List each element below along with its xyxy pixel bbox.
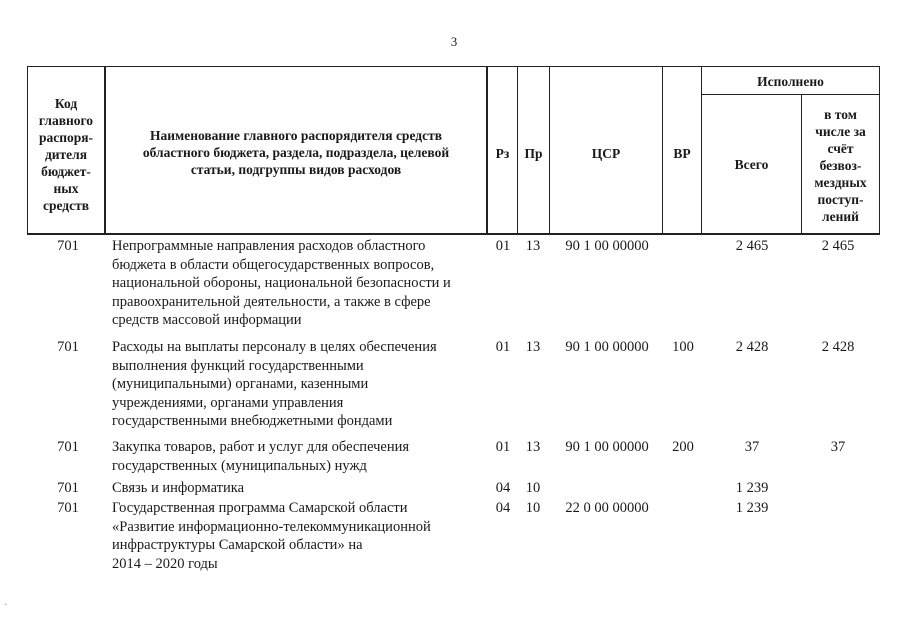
row-free: 2 465 [821, 238, 855, 254]
row-name-line: национальной обороны, национальной безопасности и [112, 275, 451, 291]
row-vr: 200 [672, 439, 694, 455]
row-total: 37 [744, 439, 760, 455]
header-name [106, 127, 486, 178]
header-code-line: распоря- [38, 130, 94, 145]
row-code: 701 [57, 480, 79, 496]
header-vr: ВР [673, 146, 691, 161]
header-free [802, 106, 879, 225]
header-executed: Исполнено [757, 74, 824, 89]
row-name-line: Государственная программа Самарской области [112, 500, 408, 516]
row-code: 701 [57, 339, 79, 355]
header-name-line: Наименование главного распорядителя средств [149, 128, 442, 143]
row-name-line: бюджета в области общегосударственных вопросов, [112, 256, 435, 273]
row-total: 2 428 [735, 339, 769, 355]
row-name-line: правоохранительной деятельности, а также в сфере [112, 293, 431, 310]
row-rz: 04 [495, 480, 511, 496]
row-name [112, 479, 482, 498]
header-code-line: средств [42, 198, 90, 213]
row-code: 701 [57, 439, 79, 455]
row-name [112, 338, 482, 431]
header-bottom-border [27, 233, 880, 235]
row-pr: 10 [525, 480, 541, 496]
row-name-line: 2014 – 2020 годы [112, 555, 218, 572]
scan-speck: · [4, 600, 8, 611]
row-name-line: государственных (муниципальных) нужд [112, 457, 367, 474]
header-pr: Пр [524, 146, 543, 161]
row-pr: 10 [525, 500, 541, 516]
row-csr: 22 0 00 00000 [565, 500, 649, 516]
col-border-right [879, 66, 880, 234]
row-name-line: учреждениями, органами управления [112, 394, 344, 411]
row-total: 2 465 [735, 238, 769, 254]
header-csr: ЦСР [591, 146, 621, 161]
row-name-line: государственными внебюджетными фондами [112, 413, 393, 429]
header-free-line: лений [822, 209, 859, 224]
header-free-line: мездных [814, 175, 867, 190]
row-free: 37 [830, 439, 846, 455]
header-code-line: дителя [44, 147, 88, 162]
col-border-vr-total [701, 66, 702, 234]
executed-divider [702, 94, 880, 95]
row-pr: 13 [525, 238, 541, 254]
row-rz: 04 [495, 500, 511, 516]
header-name-line: областного бюджета, раздела, подраздела, целевой [142, 145, 450, 160]
row-total: 1 239 [735, 500, 769, 516]
header-free-line: числе за [815, 124, 866, 139]
row-name-line: Закупка товаров, работ и услуг для обеспечения [112, 439, 410, 455]
row-name-line: «Развитие информационно-телекоммуникационной [112, 518, 431, 535]
row-name [112, 499, 482, 573]
row-name-line: выполнения функций государственными [112, 357, 364, 374]
header-free-line: в том [824, 107, 857, 122]
row-rz: 01 [495, 339, 511, 355]
header-top-border [27, 66, 880, 67]
row-csr: 90 1 00 00000 [565, 238, 649, 254]
header-total: Всего [734, 157, 769, 172]
header-code-line: бюджет- [41, 164, 91, 179]
row-code: 701 [57, 500, 79, 516]
row-name-line: инфраструктуры Самарской области» на [112, 537, 363, 553]
row-name [112, 237, 482, 330]
row-rz: 01 [495, 439, 511, 455]
page-number: 3 [450, 34, 458, 49]
row-pr: 13 [525, 439, 541, 455]
row-rz: 01 [495, 238, 511, 254]
row-vr: 100 [672, 339, 694, 355]
row-name-line: Непрограммные направления расходов областного [112, 238, 426, 254]
header-code-line: Код [54, 96, 78, 111]
row-name [112, 438, 482, 475]
row-name-line: (муниципальными) органами, казенными [112, 376, 369, 392]
header-name-line: статьи, подгруппы видов расходов [190, 162, 402, 177]
header-code [28, 95, 104, 214]
row-name-line: Расходы на выплаты персоналу в целях обеспечения [112, 339, 437, 355]
header-free-line: счёт [827, 141, 854, 156]
row-pr: 13 [525, 339, 541, 355]
row-code: 701 [57, 238, 79, 254]
row-csr: 90 1 00 00000 [565, 439, 649, 455]
row-total: 1 239 [735, 480, 769, 496]
row-name-line: средств массовой информации [112, 312, 302, 328]
header-free-line: безвоз- [819, 158, 862, 173]
header-code-line: ных [53, 181, 79, 196]
header-code-line: главного [38, 113, 94, 128]
header-free-line: поступ- [817, 192, 864, 207]
row-name-line: Связь и информатика [112, 480, 245, 496]
row-free: 2 428 [821, 339, 855, 355]
header-rz: Рз [495, 146, 510, 161]
row-csr: 90 1 00 00000 [565, 339, 649, 355]
